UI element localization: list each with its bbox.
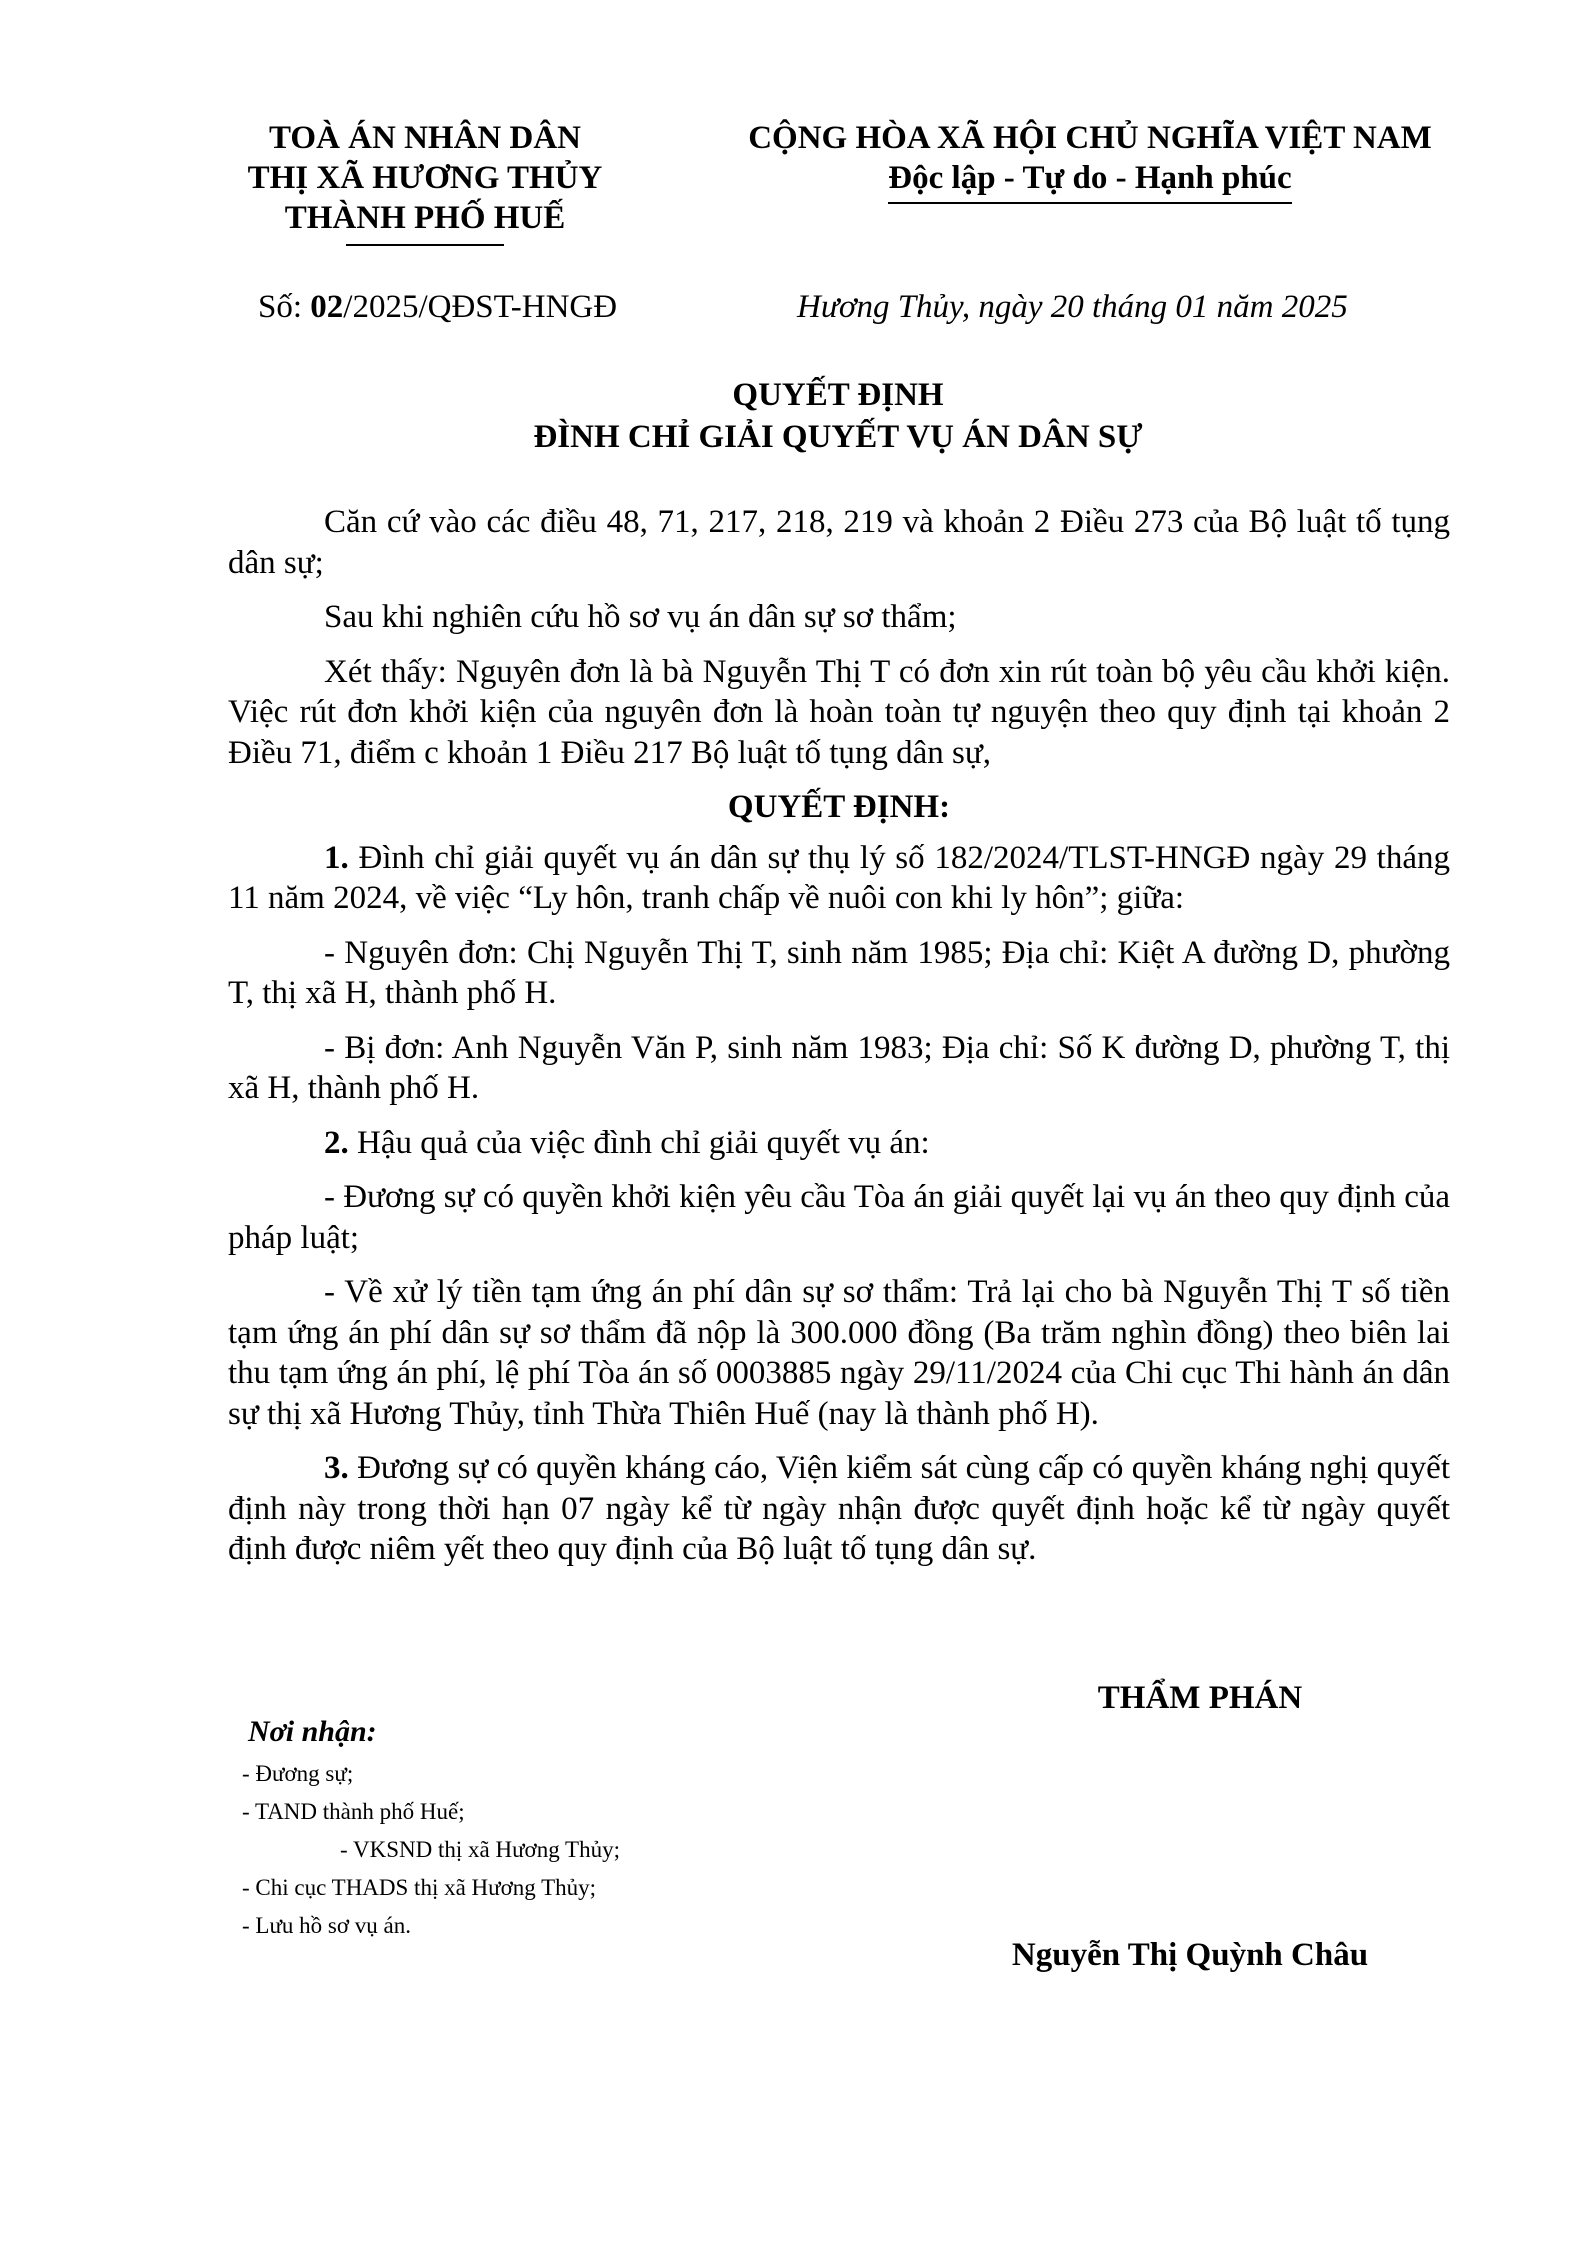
- court-name-line3: THÀNH PHỐ HUẾ: [284, 200, 566, 236]
- finding-paragraph: Xét thấy: Nguyên đơn là bà Nguyễn Thị T có đơn xin rút toàn bộ yêu cầu khởi kiện. Việc rút đơn khởi kiện của nguyên đơn là hoàn toàn tự nguyện theo quy định tại khoản 2 Điều 71, điểm c khoản 1 Điều 217 Bộ luật tố tụng dân sự,: [228, 653, 1450, 771]
- defendant-paragraph: - Bị đơn: Anh Nguyễn Văn P, sinh năm 1983; Địa chỉ: Số K đường D, phường T, thị xã H, thành phố H.: [228, 1029, 1450, 1106]
- legal-basis-paragraph: Căn cứ vào các điều 48, 71, 217, 218, 219 và khoản 2 Điều 273 của Bộ luật tố tụng dân sự;: [228, 504, 1450, 581]
- court-header: [220, 118, 630, 246]
- title-line1: QUYẾT ĐỊNH: [732, 377, 944, 413]
- court-name-line2: THỊ XÃ HƯƠNG THỦY: [247, 160, 603, 196]
- decision-number-bold: 02: [310, 289, 344, 325]
- nation-name: CỘNG HÒA XÃ HỘI CHỦ NGHĨA VIỆT NAM: [748, 120, 1432, 156]
- item-3-paragraph: [228, 1448, 1450, 1570]
- item-2-text: Hậu quả của việc đình chỉ giải quyết vụ án:: [348, 1124, 930, 1161]
- decision-number: [258, 287, 617, 327]
- item-1-text: Đình chỉ giải quyết vụ án dân sự thụ lý số 182/2024/TLST-HNGĐ ngày 29 tháng 11 năm 2024, về việc “Ly hôn, tranh chấp về nuôi con khi ly hôn”; giữa:: [228, 839, 1450, 916]
- decision-number-prefix: Số:: [258, 289, 311, 325]
- item-3-number: 3.: [324, 1450, 349, 1486]
- document-body: [228, 502, 1450, 1584]
- decision-number-suffix: /2025/QĐST-HNGĐ: [343, 289, 618, 325]
- nation-header: [700, 118, 1480, 204]
- recipient-item: - Lưu hồ sơ vụ án.: [242, 1913, 411, 1938]
- item-2-paragraph: [228, 1123, 1450, 1164]
- recipients-list: [242, 1755, 762, 1945]
- item-2-number: 2.: [324, 1124, 349, 1161]
- judge-title: THẨM PHÁN: [1097, 1680, 1303, 1716]
- recipients-label: Nơi nhận:: [248, 1715, 377, 1748]
- recipients-block: [242, 1713, 762, 1945]
- recipient-item: - Chi cục THADS thị xã Hương Thủy;: [242, 1875, 597, 1900]
- decision-date: Hương Thủy, ngày 20 tháng 01 năm 2025: [797, 289, 1348, 325]
- court-header-divider: [346, 244, 504, 246]
- decision-heading: QUYẾT ĐỊNH:: [727, 789, 951, 825]
- nation-motto: Độc lập - Tự do - Hạnh phúc: [888, 158, 1291, 204]
- item-1-number: 1.: [324, 839, 349, 876]
- recipient-item: - TAND thành phố Huế;: [242, 1799, 465, 1824]
- item-3-text: Đương sự có quyền kháng cáo, Viện kiểm sát cùng cấp có quyền kháng nghị quyết định này trong thời hạn 07 ngày kể từ ngày nhận được quyết định hoặc kể từ ngày quyết định được niêm yết theo quy định của Bộ luật tố tụng dân sự.: [228, 1450, 1450, 1567]
- review-paragraph: Sau khi nghiên cứu hồ sơ vụ án dân sự sơ thẩm;: [324, 599, 957, 635]
- item-1-paragraph: [228, 838, 1450, 919]
- title-line2: ĐÌNH CHỈ GIẢI QUYẾT VỤ ÁN DÂN SỰ: [533, 419, 1143, 455]
- court-name-line1: TOÀ ÁN NHÂN DÂN: [269, 120, 581, 156]
- document-title: [228, 374, 1448, 458]
- recipient-item: - Đương sự;: [242, 1761, 354, 1786]
- plaintiff-paragraph: - Nguyên đơn: Chị Nguyễn Thị T, sinh năm 1985; Địa chỉ: Kiệt A đường D, phường T, thị xã H, thành phố H.: [228, 934, 1450, 1011]
- recipient-item: - VKSND thị xã Hương Thủy;: [340, 1837, 620, 1862]
- signer-name: Nguyễn Thị Quỳnh Châu: [1011, 1937, 1369, 1973]
- consequence-1-paragraph: - Đương sự có quyền khởi kiện yêu cầu Tòa án giải quyết lại vụ án theo quy định của pháp luật;: [228, 1179, 1450, 1256]
- consequence-2-paragraph: - Về xử lý tiền tạm ứng án phí dân sự sơ thẩm: Trả lại cho bà Nguyễn Thị T số tiền tạm ứng án phí dân sự sơ thẩm đã nộp là 300.000 đồng (Ba trăm nghìn đồng) theo biên lai thu tạm ứng án phí, lệ phí Tòa án số 0003885 ngày 29/11/2024 của Chi cục Thi hành án dân sự thị xã Hương Thủy, tỉnh Thừa Thiên Huế (nay là thành phố H).: [228, 1274, 1450, 1432]
